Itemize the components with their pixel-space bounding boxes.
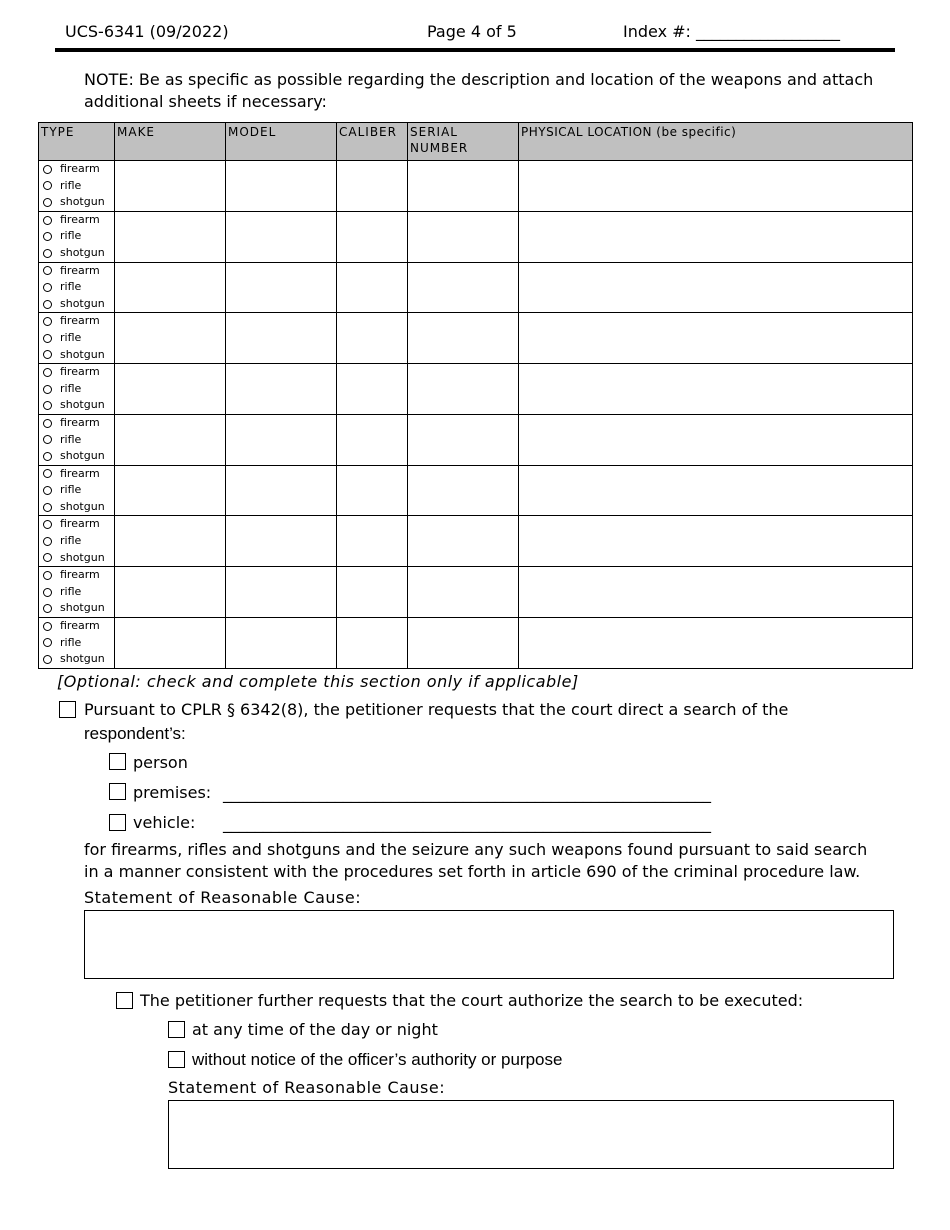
type-option[interactable] (43, 533, 114, 550)
radio-icon[interactable] (43, 350, 52, 359)
table-row (39, 567, 913, 618)
type-option[interactable] (43, 245, 114, 262)
caliber-cell[interactable] (337, 313, 408, 364)
caliber-cell[interactable] (337, 414, 408, 465)
type-option[interactable] (43, 516, 114, 533)
type-option[interactable] (43, 228, 114, 245)
radio-icon[interactable] (43, 300, 52, 309)
type-option[interactable] (43, 600, 114, 617)
model-cell[interactable] (226, 161, 337, 212)
caliber-cell[interactable] (337, 516, 408, 567)
radio-icon[interactable] (43, 232, 52, 241)
radio-icon[interactable] (43, 266, 52, 275)
col-header-caliber: CALIBER (337, 123, 408, 161)
vehicle-field[interactable]: _____________________________________________________________ (223, 814, 711, 833)
type-option[interactable] (43, 567, 114, 584)
type-option[interactable] (43, 415, 114, 432)
table-row (39, 161, 913, 212)
person-checkbox[interactable] (109, 753, 126, 770)
table-row (39, 516, 913, 567)
type-option-label: firearm (60, 568, 100, 582)
type-option[interactable] (43, 448, 114, 465)
person-label: person (133, 753, 188, 772)
note-text: NOTE: Be as specific as possible regarding the description and location of the weapons and attach additional sheets if necessary: (84, 70, 874, 111)
weapons-table (38, 122, 913, 669)
type-option-label: rifle (60, 483, 82, 497)
pursuant-text-line2: respondent’s: (84, 724, 186, 743)
type-option[interactable] (43, 482, 114, 499)
further-request-checkbox[interactable] (116, 992, 133, 1009)
type-option-label: firearm (60, 212, 100, 226)
premises-label: premises: (133, 783, 212, 802)
model-cell[interactable] (226, 618, 337, 669)
radio-icon[interactable] (43, 249, 52, 258)
premises-field[interactable]: _____________________________________________________________ (223, 784, 711, 803)
type-cell (39, 465, 115, 516)
type-option-label: rifle (60, 635, 82, 649)
location-cell[interactable] (519, 414, 913, 465)
location-cell[interactable] (519, 211, 913, 262)
type-cell (39, 567, 115, 618)
type-option-label: shotgun (60, 601, 105, 615)
type-option-label: shotgun (60, 652, 105, 666)
col-header-serial: SERIAL NUMBER (408, 123, 519, 161)
type-option-label: shotgun (60, 245, 105, 259)
type-cell (39, 364, 115, 415)
table-row (39, 414, 913, 465)
col-header-type: TYPE (39, 123, 115, 161)
serial-cell[interactable] (408, 313, 519, 364)
any-time-checkbox[interactable] (168, 1021, 185, 1038)
table-header-row (39, 123, 913, 161)
type-option-label: shotgun (60, 195, 105, 209)
type-option-label: rifle (60, 178, 82, 192)
type-option[interactable] (43, 381, 114, 398)
type-option[interactable] (43, 651, 114, 668)
table-row (39, 262, 913, 313)
radio-icon[interactable] (43, 368, 52, 377)
make-cell[interactable] (115, 567, 226, 618)
caliber-cell[interactable] (337, 465, 408, 516)
type-option-label: firearm (60, 619, 100, 633)
type-option[interactable] (43, 499, 114, 516)
radio-icon[interactable] (43, 520, 52, 529)
model-cell[interactable] (226, 364, 337, 415)
type-option-label: firearm (60, 162, 100, 175)
type-option-label: firearm (60, 314, 100, 328)
premises-checkbox[interactable] (109, 783, 126, 800)
make-cell[interactable] (115, 161, 226, 212)
type-option[interactable] (43, 550, 114, 567)
radio-icon[interactable] (43, 655, 52, 664)
header-rule (55, 48, 895, 52)
table-row (39, 313, 913, 364)
search-request-checkbox[interactable] (59, 701, 76, 718)
serial-cell[interactable] (408, 465, 519, 516)
location-cell[interactable] (519, 364, 913, 415)
table-row (39, 465, 913, 516)
type-option-label: rifle (60, 534, 82, 548)
make-cell[interactable] (115, 262, 226, 313)
type-option[interactable] (43, 347, 114, 364)
further-statement-label: Statement of Reasonable Cause: (168, 1078, 446, 1097)
radio-icon[interactable] (43, 334, 52, 343)
type-option-label: firearm (60, 466, 100, 480)
radio-icon[interactable] (43, 317, 52, 326)
type-option[interactable] (43, 212, 114, 229)
model-cell[interactable] (226, 465, 337, 516)
type-option-label: shotgun (60, 347, 105, 361)
type-option-label: shotgun (60, 449, 105, 463)
make-cell[interactable] (115, 465, 226, 516)
serial-cell[interactable] (408, 567, 519, 618)
location-cell[interactable] (519, 567, 913, 618)
caliber-cell[interactable] (337, 161, 408, 212)
type-cell (39, 313, 115, 364)
seizure-text-line1: for firearms, rifles and shotguns and the seizure any such weapons found pursuant to said search (84, 840, 868, 859)
radio-icon[interactable] (43, 401, 52, 410)
make-cell[interactable] (115, 211, 226, 262)
radio-icon[interactable] (43, 604, 52, 613)
location-cell[interactable] (519, 465, 913, 516)
type-cell (39, 211, 115, 262)
type-option-label: rifle (60, 280, 82, 294)
serial-cell[interactable] (408, 516, 519, 567)
further-statement-textbox[interactable] (168, 1100, 894, 1169)
model-cell[interactable] (226, 313, 337, 364)
type-cell (39, 516, 115, 567)
radio-icon[interactable] (43, 537, 52, 546)
statement-textbox[interactable] (84, 910, 894, 979)
radio-icon[interactable] (43, 419, 52, 428)
radio-icon[interactable] (43, 385, 52, 394)
type-option[interactable] (43, 194, 114, 211)
type-cell (39, 161, 115, 212)
caliber-cell[interactable] (337, 262, 408, 313)
type-cell (39, 414, 115, 465)
type-option[interactable] (43, 279, 114, 296)
radio-icon[interactable] (43, 283, 52, 292)
type-option-label: firearm (60, 365, 100, 379)
caliber-cell[interactable] (337, 567, 408, 618)
caliber-cell[interactable] (337, 618, 408, 669)
serial-cell[interactable] (408, 364, 519, 415)
model-cell[interactable] (226, 516, 337, 567)
radio-icon[interactable] (43, 571, 52, 580)
model-cell[interactable] (226, 414, 337, 465)
type-option[interactable] (43, 618, 114, 635)
radio-icon[interactable] (43, 181, 52, 190)
type-option[interactable] (43, 432, 114, 449)
radio-icon[interactable] (43, 165, 52, 174)
table-row (39, 211, 913, 262)
pursuant-text-line1: Pursuant to CPLR § 6342(8), the petitioner requests that the court direct a search of the (84, 700, 789, 719)
type-option-label: rifle (60, 432, 82, 446)
type-option[interactable] (43, 635, 114, 652)
seizure-text-line2: in a manner consistent with the procedures set forth in article 690 of the criminal procedure law. (84, 862, 861, 881)
page-number: Page 4 of 5 (427, 22, 517, 41)
radio-icon[interactable] (43, 198, 52, 207)
optional-intro: [Optional: check and complete this section only if applicable] (57, 672, 579, 691)
without-notice-checkbox[interactable] (168, 1051, 185, 1068)
model-cell[interactable] (226, 211, 337, 262)
type-option-label: rifle (60, 330, 82, 344)
type-option[interactable] (43, 584, 114, 601)
further-request-text: The petitioner further requests that the court authorize the search to be executed: (140, 991, 804, 1010)
make-cell[interactable] (115, 414, 226, 465)
radio-icon[interactable] (43, 216, 52, 225)
without-notice-label: without notice of the officer’s authority or purpose (192, 1050, 563, 1069)
location-cell[interactable] (519, 313, 913, 364)
model-cell[interactable] (226, 262, 337, 313)
type-option[interactable] (43, 466, 114, 483)
location-cell[interactable] (519, 161, 913, 212)
table-row (39, 618, 913, 669)
type-option-label: firearm (60, 263, 100, 277)
serial-cell[interactable] (408, 211, 519, 262)
col-header-make: MAKE (115, 123, 226, 161)
type-option[interactable] (43, 313, 114, 330)
radio-icon[interactable] (43, 638, 52, 647)
vehicle-label: vehicle: (133, 813, 196, 832)
make-cell[interactable] (115, 313, 226, 364)
radio-icon[interactable] (43, 503, 52, 512)
form-id: UCS-6341 (09/2022) (65, 22, 229, 41)
type-option-label: rifle (60, 584, 82, 598)
vehicle-checkbox[interactable] (109, 814, 126, 831)
type-option-label: shotgun (60, 550, 105, 564)
radio-icon[interactable] (43, 553, 52, 562)
type-option[interactable] (43, 364, 114, 381)
radio-icon[interactable] (43, 435, 52, 444)
any-time-label: at any time of the day or night (192, 1020, 438, 1039)
type-option[interactable] (43, 263, 114, 280)
type-option[interactable] (43, 397, 114, 414)
location-cell[interactable] (519, 262, 913, 313)
type-option-label: rifle (60, 381, 82, 395)
type-option-label: shotgun (60, 296, 105, 310)
table-row (39, 364, 913, 415)
caliber-cell[interactable] (337, 211, 408, 262)
serial-cell[interactable] (408, 618, 519, 669)
col-header-model: MODEL (226, 123, 337, 161)
serial-cell[interactable] (408, 161, 519, 212)
col-header-location: PHYSICAL LOCATION (be specific) (519, 123, 913, 161)
type-option[interactable] (43, 330, 114, 347)
type-option-label: firearm (60, 517, 100, 531)
type-option-label: shotgun (60, 398, 105, 412)
serial-cell[interactable] (408, 414, 519, 465)
location-cell[interactable] (519, 516, 913, 567)
radio-icon[interactable] (43, 486, 52, 495)
radio-icon[interactable] (43, 452, 52, 461)
radio-icon[interactable] (43, 588, 52, 597)
statement-label: Statement of Reasonable Cause: (84, 888, 362, 907)
make-cell[interactable] (115, 516, 226, 567)
serial-cell[interactable] (408, 262, 519, 313)
type-option[interactable] (43, 296, 114, 313)
radio-icon[interactable] (43, 469, 52, 478)
type-option[interactable] (43, 178, 114, 195)
type-option-label: rifle (60, 229, 82, 243)
radio-icon[interactable] (43, 622, 52, 631)
caliber-cell[interactable] (337, 364, 408, 415)
location-cell[interactable] (519, 618, 913, 669)
model-cell[interactable] (226, 567, 337, 618)
type-option-label: firearm (60, 415, 100, 429)
type-option[interactable] (43, 161, 114, 178)
index-number-field[interactable]: Index #: __________________ (623, 22, 841, 41)
make-cell[interactable] (115, 618, 226, 669)
type-option-label: shotgun (60, 499, 105, 513)
make-cell[interactable] (115, 364, 226, 415)
type-cell (39, 262, 115, 313)
type-cell (39, 618, 115, 669)
